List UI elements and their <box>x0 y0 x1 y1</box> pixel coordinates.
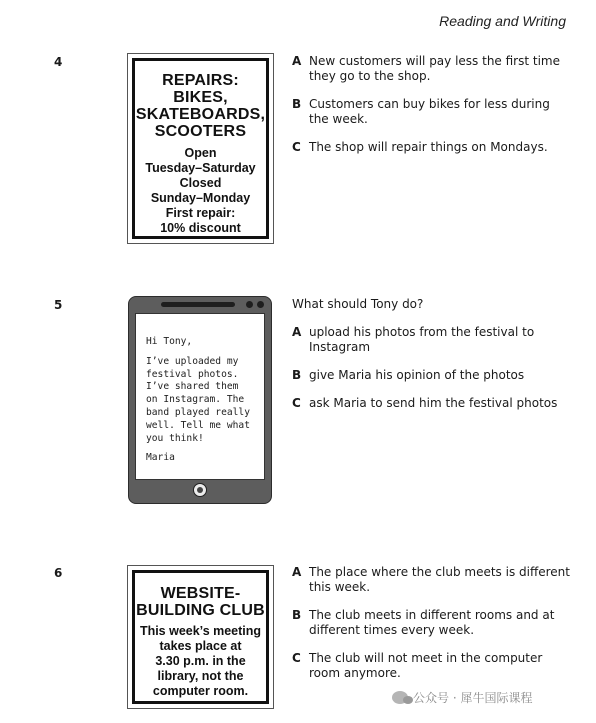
message-line: festival photos. <box>146 368 239 380</box>
notice-title-line: BIKES, <box>173 89 228 106</box>
option-text: New customers will pay less the first time they go to the shop. <box>309 54 560 83</box>
phone-home-button <box>193 483 207 497</box>
option-letter: B <box>292 608 302 622</box>
message-signature: Maria <box>146 452 175 464</box>
message-line: well. Tell me what <box>146 419 250 431</box>
message-line: you think! <box>146 432 204 444</box>
phone-illustration <box>128 296 272 504</box>
option-a[interactable] <box>292 565 572 595</box>
notice-body-line: Sunday–Monday <box>150 191 251 205</box>
message-line: I’ve shared them <box>146 381 239 393</box>
club-notice <box>127 565 274 709</box>
message-line: band played really <box>146 406 250 418</box>
option-text: upload his photos from the festival to Instagram <box>309 325 535 354</box>
question-prompt: What should Tony do? <box>292 297 424 311</box>
option-b[interactable] <box>292 97 572 127</box>
option-letter: C <box>292 140 301 154</box>
option-text: The place where the club meets is different this week. <box>309 565 570 594</box>
notice-body-line: This week’s meeting <box>139 624 262 638</box>
question-6-options <box>292 565 572 694</box>
option-text: ask Maria to send him the festival photos <box>309 396 558 410</box>
notice-body-line: Open <box>184 146 217 160</box>
repair-shop-notice <box>127 53 274 244</box>
option-a[interactable] <box>292 325 572 355</box>
message-line: I’ve uploaded my <box>146 355 239 367</box>
notice-body-line: library, not the <box>157 669 244 683</box>
question-5-options <box>292 297 572 424</box>
phone-message <box>135 313 265 480</box>
notice-body-line: 10% discount <box>160 221 241 235</box>
option-b[interactable] <box>292 608 572 638</box>
section-title: Reading and Writing <box>439 13 566 29</box>
notice-body-line: 3.30 p.m. in the <box>155 654 246 668</box>
notice-body-line: takes place at <box>159 639 242 653</box>
notice-title-line: WEBSITE- <box>160 585 241 602</box>
option-letter: B <box>292 97 302 111</box>
option-c[interactable] <box>292 651 572 681</box>
notice-title-line: SCOOTERS <box>154 123 247 140</box>
phone-speaker <box>161 302 235 307</box>
option-c[interactable] <box>292 140 572 155</box>
option-letter: A <box>292 54 302 68</box>
notice-title-line: SKATEBOARDS, <box>135 106 266 123</box>
option-a[interactable] <box>292 54 572 84</box>
option-letter: A <box>292 565 302 579</box>
question-number-6: 6 <box>54 566 63 580</box>
option-c[interactable] <box>292 396 572 411</box>
notice-title-line: REPAIRS: <box>162 72 239 89</box>
option-b[interactable] <box>292 368 572 383</box>
option-letter: C <box>292 396 301 410</box>
message-line: on Instagram. The <box>146 394 245 406</box>
option-text: The club meets in different rooms and at different times every week. <box>309 608 555 637</box>
option-letter: B <box>292 368 302 382</box>
question-4-options <box>292 54 572 168</box>
notice-title-line: BUILDING CLUB <box>136 602 265 619</box>
question-number-5: 5 <box>54 298 63 312</box>
notice-body-line: Closed <box>179 176 222 190</box>
option-text: Customers can buy bikes for less during the week. <box>309 97 550 126</box>
phone-sensor <box>257 301 264 308</box>
question-number-4: 4 <box>54 55 63 69</box>
message-greeting: Hi Tony, <box>146 336 193 347</box>
option-text: The shop will repair things on Mondays. <box>309 140 548 154</box>
notice-body-line: Tuesday–Saturday <box>145 161 256 175</box>
watermark-text: 公众号 · 犀牛国际课程 <box>413 691 533 705</box>
wechat-icon <box>392 691 408 704</box>
option-letter: A <box>292 325 302 339</box>
message-body <box>146 356 254 446</box>
option-text: The club will not meet in the computer room anymore. <box>309 651 543 680</box>
notice-body-line: computer room. <box>152 684 249 698</box>
option-letter: C <box>292 651 301 665</box>
notice-body-line: First repair: <box>165 206 236 220</box>
watermark <box>392 689 532 706</box>
option-text: give Maria his opinion of the photos <box>309 368 525 382</box>
phone-camera <box>246 301 253 308</box>
